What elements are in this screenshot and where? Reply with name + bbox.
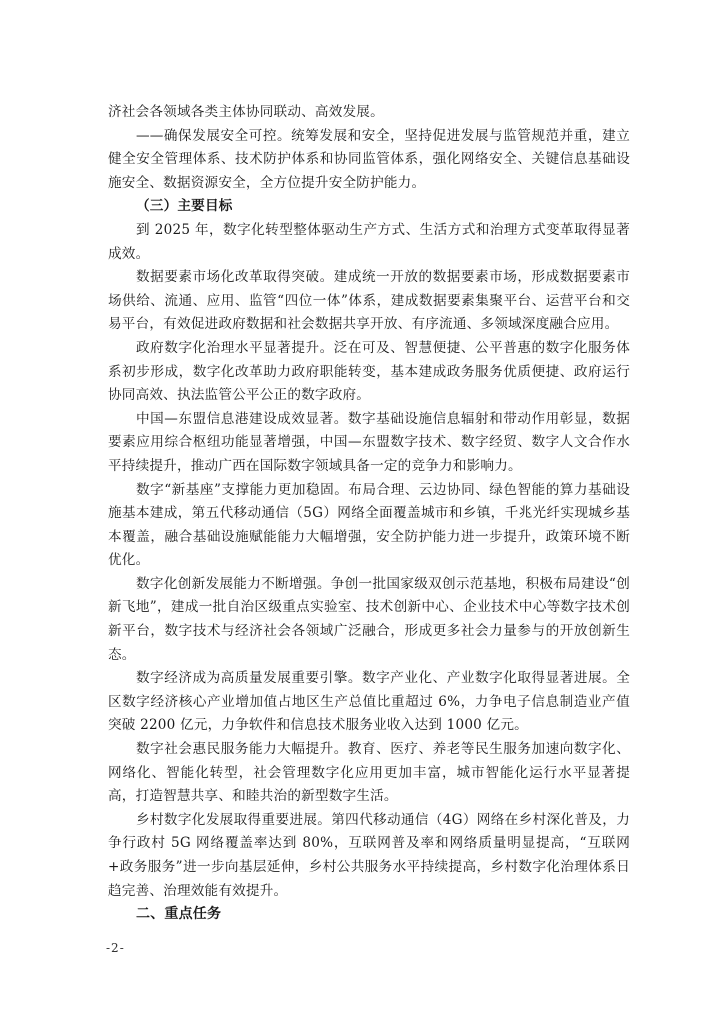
continuation-paragraph: 济社会各领域各类主体协同联动、高效发展。 xyxy=(108,104,384,120)
goal-intro-paragraph: 到 2025 年，数字化转型整体驱动生产方式、生活方式和治理方式变革取得显著成效。 xyxy=(108,221,630,262)
goal-new-infrastructure: 数字“新基座”支撑能力更加稳固。布局合理、云边协同、绿色智能的算力基础设施基本建成，第五代移动通信（5G）网络全面覆盖城市和乡镇，千兆光纤实现城乡基本覆盖，融合基础设施赋能能力大幅增强，安全防护能力进一步提升，政策环境不断优化。 xyxy=(108,481,630,569)
goal-rural-digitalization: 乡村数字化发展取得重要进展。第四代移动通信（4G）网络在乡村深化普及，力争行政村 5G 网络覆盖率达到 80%，互联网普及率和网络质量明显提高，“互联网+政务服务”进一步向基层延伸，乡村公共服务水平持续提高，乡村数字化治理体系日趋完善、治理效能有效提升。 xyxy=(108,811,630,899)
goal-data-market: 数据要素市场化改革取得突破。建成统一开放的数据要素市场，形成数据要素市场供给、流通、应用、监管“四位一体”体系，建成数据要素集聚平台、运营平台和交易平台，有效促进政府数据和社会数据共享开放、有序流通、多领域深度融合应用。 xyxy=(108,269,630,333)
principle-security-paragraph: ——确保发展安全可控。统筹发展和安全，坚持促进发展与监管规范并重，建立健全安全管理体系、技术防护体系和协同监管体系，强化网络安全、关键信息基础设施安全、数据资源安全，全方位提升安全防护能力。 xyxy=(108,127,630,191)
goal-asean-info-port: 中国—东盟信息港建设成效显著。数字基础设施信息辐射和带动作用彰显，数据要素应用综合枢纽功能显著增强，中国—东盟数字技术、数字经贸、数字人文合作水平持续提升，推动广西在国际数字领域具备一定的竞争力和影响力。 xyxy=(108,410,630,474)
section-heading: 二、重点任务 xyxy=(136,906,222,923)
goal-digital-society: 数字社会惠民服务能力大幅提升。教育、医疗、养老等民生服务加速向数字化、网络化、智能化转型，社会管理数字化应用更加丰富，城市智能化运行水平显著提高，打造智慧共享、和睦共治的新型数字生活。 xyxy=(108,741,630,805)
goal-digital-economy: 数字经济成为高质量发展重要引擎。数字产业化、产业数字化取得显著进展。全区数字经济核心产业增加值占地区生产总值比重超过 6%，力争电子信息制造业产值突破 2200 亿元，力争软件和信息技术服务业收入达到 1000 亿元。 xyxy=(108,670,630,734)
page-number: -2- xyxy=(106,941,125,955)
goal-digital-government: 政府数字化治理水平显著提升。泛在可及、智慧便捷、公平普惠的数字化服务体系初步形成，数字化改革助力政府职能转变，基本建成政务服务优质便捷、政府运行协同高效、执法监管公平公正的数字政府。 xyxy=(108,339,630,404)
goal-innovation: 数字化创新发展能力不断增强。争创一批国家级双创示范基地，积极布局建设“创新飞地”，建成一批自治区级重点实验室、技术创新中心、企业技术中心等数字技术创新平台，数字技术与经济社会各领域广泛融合，形成更多社会力量参与的开放创新生态。 xyxy=(108,575,630,663)
subsection-heading: （三）主要目标 xyxy=(136,198,233,215)
document-body xyxy=(108,101,630,927)
